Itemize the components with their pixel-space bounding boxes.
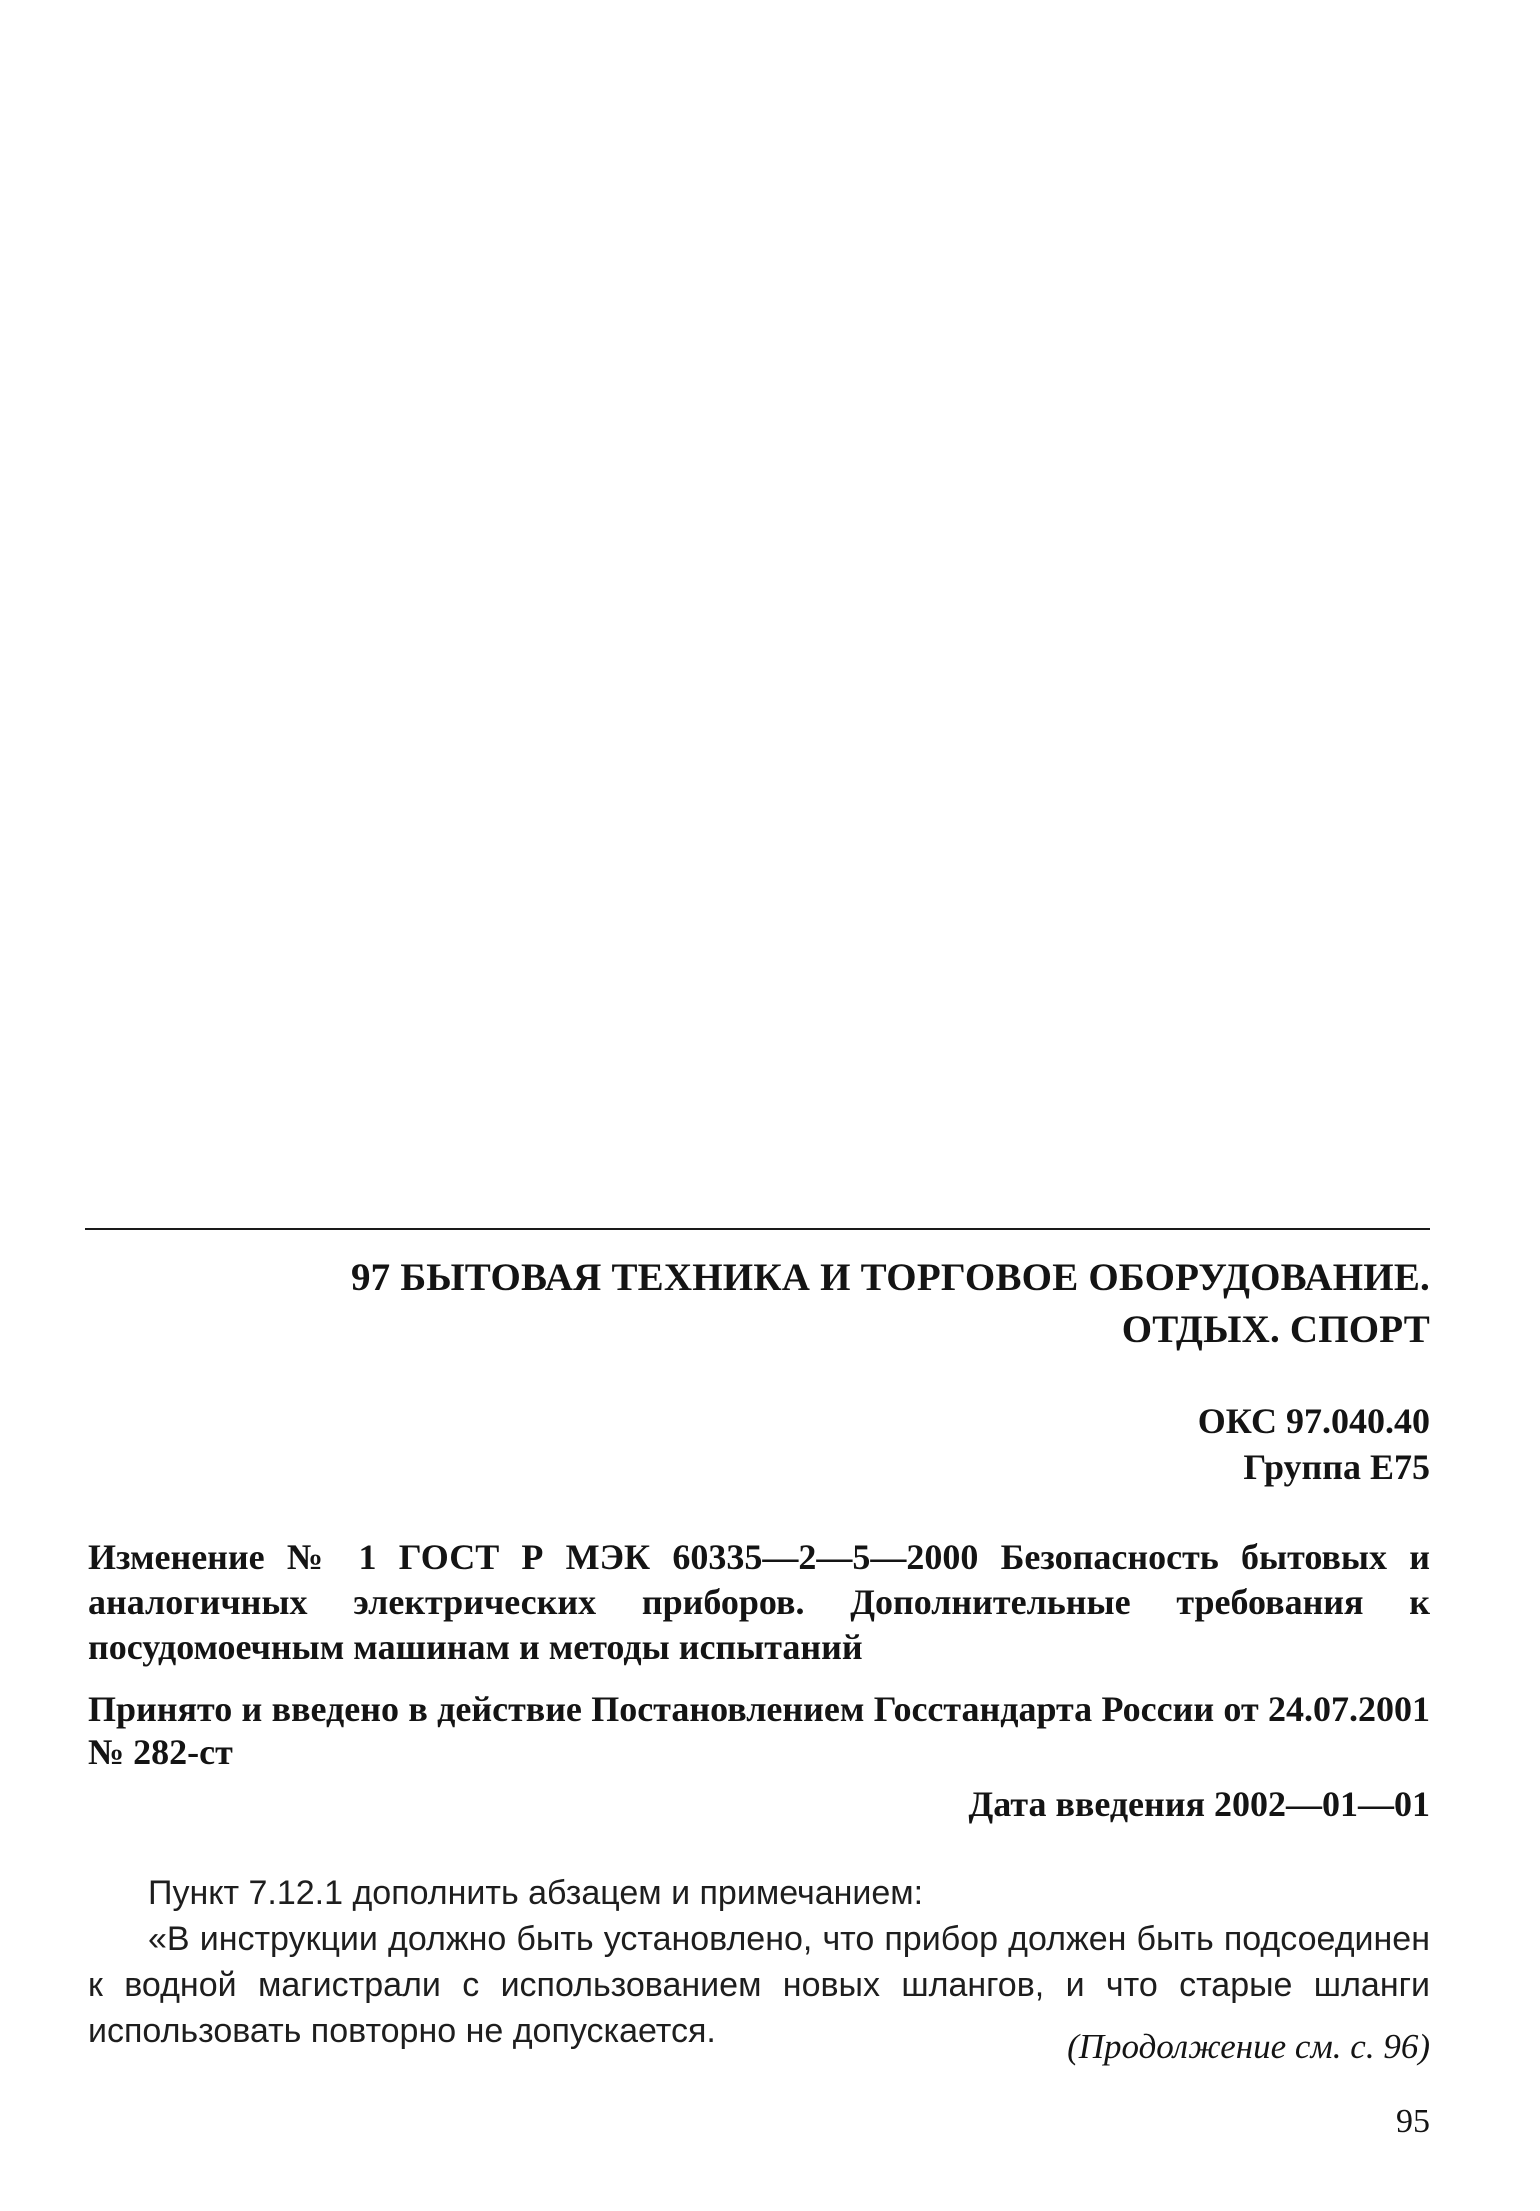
group-code: Группа Е75: [1243, 1447, 1430, 1487]
page-number: 95: [1396, 2103, 1430, 2140]
section-heading-line-1: 97 БЫТОВАЯ ТЕХНИКА И ТОРГОВОЕ ОБОРУДОВАНИЕ.: [350, 1256, 1430, 1299]
section-heading-line-2: ОТДЫХ. СПОРТ: [1121, 1308, 1430, 1351]
change-title: Изменение № 1 ГОСТ Р МЭК 60335—2—5—2000 Безопасность бытовых и аналогичных электрических приборов. Дополнительные требования к посудомоечным машинам и методы испытаний: [88, 1537, 1430, 1667]
section-heading: [130, 1252, 1430, 1356]
body-paragraph-1: Пункт 7.12.1 дополнить абзацем и примечанием:: [148, 1874, 924, 1912]
classification-codes: [1198, 1398, 1430, 1490]
body-paragraph-2: «В инструкции должно быть установлено, что прибор должен быть подсоединен к водной магистрали с использованием новых шлангов, и что старые шланги использовать повторно не допускается.: [88, 1920, 1430, 2050]
top-divider-line: [85, 1228, 1430, 1230]
continuation-note: (Продолжение см. с. 96): [1067, 2027, 1430, 2066]
oks-code: ОКС 97.040.40: [1197, 1401, 1430, 1441]
introduction-date: Дата введения 2002—01—01: [968, 1784, 1430, 1824]
adoption-statement: Принято и введено в действие Постановлением Госстандарта России от 24.07.2001 № 282-ст: [88, 1689, 1430, 1772]
